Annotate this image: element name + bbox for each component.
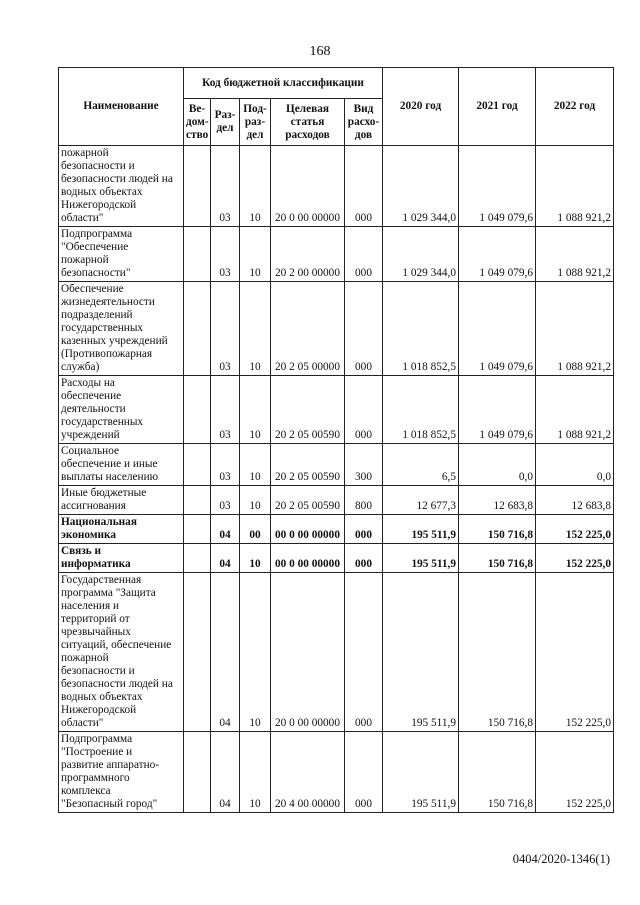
row-name: Подпрограмма "Построение и развитие аппаратно- программного комплекса "Безопасный город" [59, 732, 184, 813]
table-row [59, 573, 614, 732]
row-value-2021: 150 716,8 [459, 544, 536, 573]
row-target-article: 20 2 05 00590 [271, 444, 345, 486]
budget-table [58, 67, 614, 813]
row-value-2020: 195 511,9 [383, 732, 459, 813]
row-expense-type: 000 [345, 732, 383, 813]
row-razdel: 03 [211, 376, 240, 444]
row-razdel: 03 [211, 282, 240, 376]
table-row [59, 486, 614, 515]
row-name: Подпрограмма "Обеспечение пожарной безопасности" [59, 227, 184, 282]
row-value-2020: 12 677,3 [383, 486, 459, 515]
row-value-2020: 1 018 852,5 [383, 376, 459, 444]
row-value-2021: 1 049 079,6 [459, 146, 536, 227]
row-target-article: 20 0 00 00000 [271, 146, 345, 227]
row-podrazdel: 10 [240, 573, 271, 732]
row-value-2020: 6,5 [383, 444, 459, 486]
page-number: 168 [309, 44, 331, 59]
header-2020: 2020 год [383, 68, 459, 146]
row-vedomstvo [184, 544, 211, 573]
row-expense-type: 000 [345, 227, 383, 282]
row-target-article: 20 2 05 00590 [271, 376, 345, 444]
row-value-2022: 152 225,0 [536, 515, 614, 544]
row-name: Иные бюджетные ассигнования [59, 486, 184, 515]
header-vedomstvo: Ве- дом- ство [184, 99, 211, 146]
row-value-2022: 152 225,0 [536, 732, 614, 813]
row-value-2020: 195 511,9 [383, 544, 459, 573]
row-vedomstvo [184, 515, 211, 544]
table-row [59, 227, 614, 282]
row-value-2020: 195 511,9 [383, 515, 459, 544]
row-podrazdel: 10 [240, 486, 271, 515]
row-podrazdel: 10 [240, 227, 271, 282]
row-expense-type: 000 [345, 544, 383, 573]
row-expense-type: 000 [345, 282, 383, 376]
table-row [59, 146, 614, 227]
row-razdel: 04 [211, 732, 240, 813]
header-code-group: Код бюджетной классификации [184, 68, 383, 99]
row-target-article: 20 2 00 00000 [271, 227, 345, 282]
row-razdel: 03 [211, 227, 240, 282]
row-expense-type: 000 [345, 146, 383, 227]
row-vedomstvo [184, 732, 211, 813]
row-razdel: 03 [211, 146, 240, 227]
row-podrazdel: 00 [240, 515, 271, 544]
row-value-2020: 1 018 852,5 [383, 282, 459, 376]
table-row [59, 444, 614, 486]
row-vedomstvo [184, 282, 211, 376]
row-target-article: 20 2 05 00000 [271, 282, 345, 376]
row-vedomstvo [184, 486, 211, 515]
row-name: Государственная программа "Защита населения и территорий от чрезвычайных ситуаций, обеспечение пожарной безопасности и безопасности людей на водных объектах Нижегородской области" [59, 573, 184, 732]
row-target-article: 00 0 00 00000 [271, 544, 345, 573]
header-target: Целевая статья расходов [271, 99, 345, 146]
row-value-2022: 0,0 [536, 444, 614, 486]
row-target-article: 00 0 00 00000 [271, 515, 345, 544]
row-target-article: 20 4 00 00000 [271, 732, 345, 813]
row-value-2021: 0,0 [459, 444, 536, 486]
row-value-2020: 1 029 344,0 [383, 227, 459, 282]
table-row [59, 376, 614, 444]
row-razdel: 04 [211, 515, 240, 544]
row-razdel: 04 [211, 544, 240, 573]
header-podrazdel: Под- раз- дел [240, 99, 271, 146]
row-name: пожарной безопасности и безопасности людей на водных объектах Нижегородской области" [59, 146, 184, 227]
row-vedomstvo [184, 376, 211, 444]
row-podrazdel: 10 [240, 732, 271, 813]
table-row [59, 282, 614, 376]
row-value-2020: 1 029 344,0 [383, 146, 459, 227]
row-value-2022: 1 088 921,2 [536, 227, 614, 282]
row-expense-type: 000 [345, 376, 383, 444]
row-podrazdel: 10 [240, 146, 271, 227]
row-value-2021: 150 716,8 [459, 732, 536, 813]
row-name: Связь и информатика [59, 544, 184, 573]
row-value-2021: 1 049 079,6 [459, 376, 536, 444]
row-expense-type: 000 [345, 515, 383, 544]
table-body [59, 146, 614, 813]
header-razdel: Раз- дел [211, 99, 240, 146]
row-vedomstvo [184, 227, 211, 282]
row-vedomstvo [184, 444, 211, 486]
document-code: 0404/2020-1346(1) [512, 852, 610, 866]
row-value-2021: 150 716,8 [459, 573, 536, 732]
row-vedomstvo [184, 146, 211, 227]
row-value-2020: 195 511,9 [383, 573, 459, 732]
row-expense-type: 300 [345, 444, 383, 486]
row-target-article: 20 2 05 00590 [271, 486, 345, 515]
row-razdel: 04 [211, 573, 240, 732]
row-expense-type: 800 [345, 486, 383, 515]
row-name: Национальная экономика [59, 515, 184, 544]
row-name: Расходы на обеспечение деятельности государственных учреждений [59, 376, 184, 444]
row-vedomstvo [184, 573, 211, 732]
header-name: Наименование [59, 68, 184, 146]
row-podrazdel: 10 [240, 444, 271, 486]
row-value-2022: 1 088 921,2 [536, 282, 614, 376]
row-name: Социальное обеспечение и иные выплаты населению [59, 444, 184, 486]
row-value-2022: 152 225,0 [536, 544, 614, 573]
table-row [59, 544, 614, 573]
row-value-2021: 1 049 079,6 [459, 227, 536, 282]
table-row [59, 732, 614, 813]
row-name: Обеспечение жизнедеятельности подразделений государственных казенных учреждений (Противопожарная служба) [59, 282, 184, 376]
row-podrazdel: 10 [240, 376, 271, 444]
row-value-2022: 12 683,8 [536, 486, 614, 515]
row-value-2022: 1 088 921,2 [536, 376, 614, 444]
row-value-2021: 12 683,8 [459, 486, 536, 515]
row-value-2022: 152 225,0 [536, 573, 614, 732]
row-razdel: 03 [211, 486, 240, 515]
table-row [59, 515, 614, 544]
row-razdel: 03 [211, 444, 240, 486]
header-2021: 2021 год [459, 68, 536, 146]
header-2022: 2022 год [536, 68, 614, 146]
header-vid: Вид расхо- дов [345, 99, 383, 146]
row-podrazdel: 10 [240, 282, 271, 376]
row-value-2021: 1 049 079,6 [459, 282, 536, 376]
row-expense-type: 000 [345, 573, 383, 732]
row-value-2022: 1 088 921,2 [536, 146, 614, 227]
row-podrazdel: 10 [240, 544, 271, 573]
row-target-article: 20 0 00 00000 [271, 573, 345, 732]
row-value-2021: 150 716,8 [459, 515, 536, 544]
